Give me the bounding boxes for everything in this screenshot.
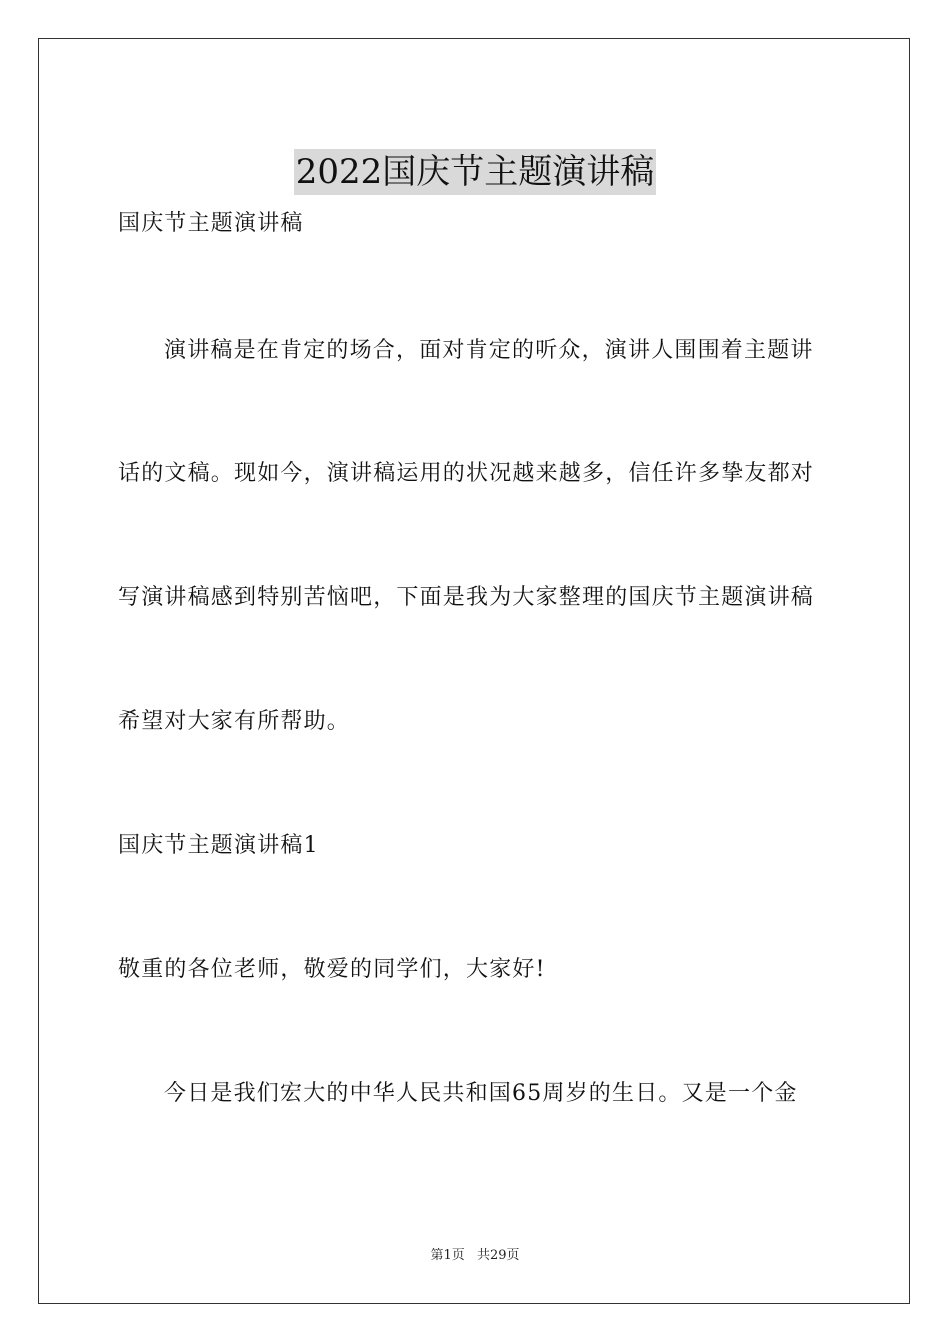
title-container (0, 126, 950, 218)
section-heading: 国庆节主题演讲稿1 (118, 833, 319, 858)
paragraph-line: 演讲稿是在肯定的场合，面对肯定的听众，演讲人围围着主题讲 (164, 338, 814, 363)
page-number: 第1页 (430, 1248, 465, 1263)
paragraph-line: 今日是我们宏大的中华人民共和国65周岁的生日。又是一个金 (164, 1081, 798, 1106)
paragraph-line: 希望对大家有所帮助。 (118, 709, 351, 734)
paragraph-line: 写演讲稿感到特别苦恼吧，下面是我为大家整理的国庆节主题演讲稿 (118, 585, 815, 610)
page-total: 共29页 (476, 1248, 520, 1263)
document-title: 2022国庆节主题演讲稿 (294, 149, 657, 195)
subtitle: 国庆节主题演讲稿 (118, 211, 304, 236)
paragraph-line: 话的文稿。现如今，演讲稿运用的状况越来越多，信任许多挚友都对 (118, 461, 815, 486)
greeting: 敬重的各位老师，敬爱的同学们，大家好! (118, 957, 546, 982)
page-footer (0, 1247, 950, 1265)
